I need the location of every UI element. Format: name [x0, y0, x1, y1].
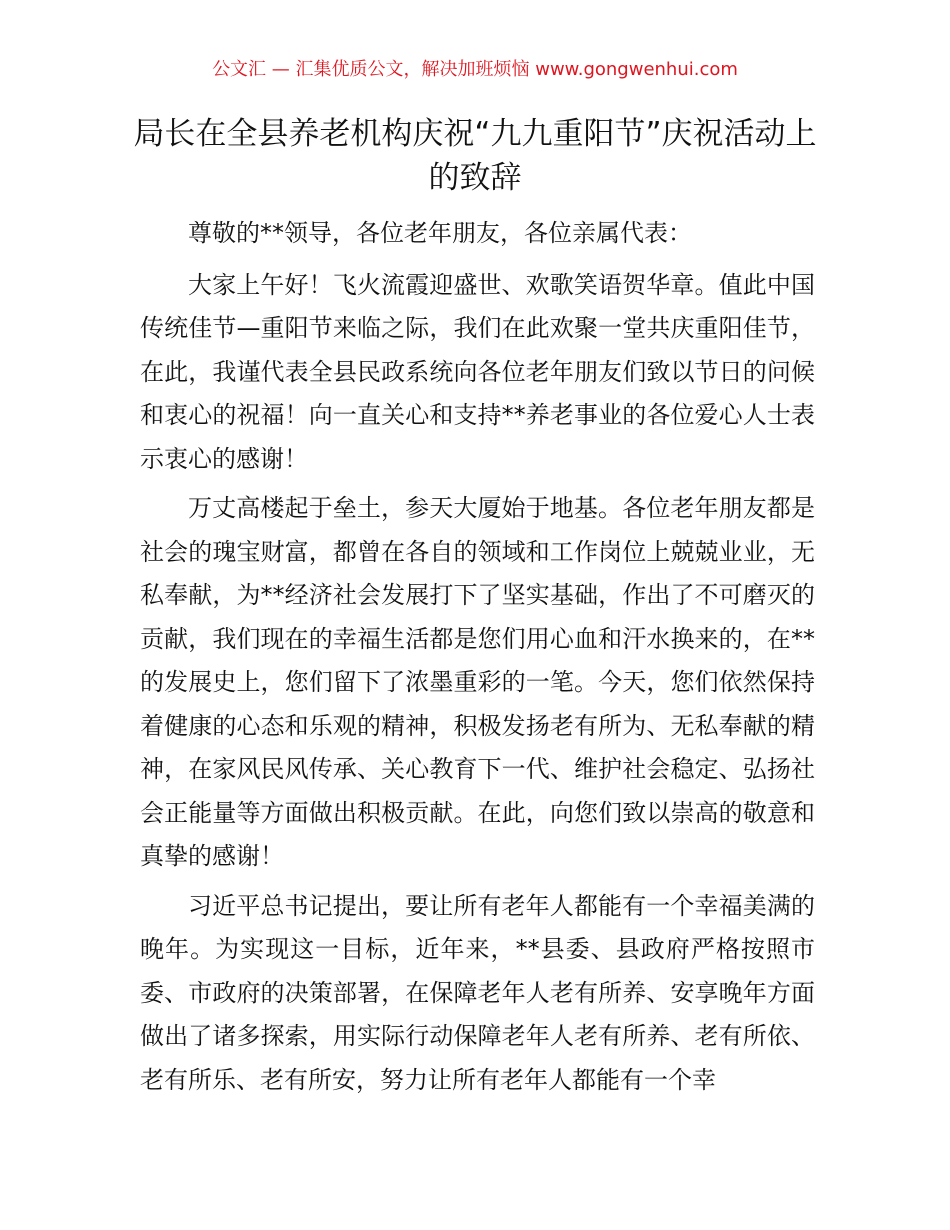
document-body [140, 212, 815, 1108]
document-title: 局长在全县养老机构庆祝“九九重阳节”庆祝活动上的致辞 [133, 116, 817, 196]
greeting-paragraph: 尊敬的**领导，各位老年朋友，各位亲属代表： [188, 219, 692, 247]
site-header-link[interactable]: 公文汇 — 汇集优质公文，解决加班烦恼 www.gongwenhui.com [212, 59, 738, 80]
body-paragraph: 习近平总书记提出，要让所有老年人都能有一个幸福美满的晚年。为实现这一目标，近年来，**县委、县政府严格按照市委、市政府的决策部署，在保障老年人老有所养、安享晚年方面做出了诸多探索，用实际行动保障老年人老有所养、老有所依、老有所乐、老有所安，努力让所有老年人都能有一个幸 [140, 891, 815, 1094]
body-paragraph: 大家上午好！飞火流霞迎盛世、欢歌笑语贺华章。值此中国传统佳节—重阳节来临之际，我们在此欢聚一堂共庆重阳佳节，在此，我谨代表全县民政系统向各位老年朋友们致以节日的问候和衷心的祝福！向一直关心和支持**养老事业的各位爱心人士表示衷心的感谢！ [140, 270, 815, 473]
body-paragraph: 万丈高楼起于垒土，参天大厦始于地基。各位老年朋友都是社会的瑰宝财富，都曾在各自的领域和工作岗位上兢兢业业，无私奉献，为**经济社会发展打下了坚实基础，作出了不可磨灭的贡献，我们现在的幸福生活都是您们用心血和汗水换来的，在**的发展史上，您们留下了浓墨重彩的一笔。今天，您们依然保持着健康的心态和乐观的精神，积极发扬老有所为、无私奉献的精神，在家风民风传承、关心教育下一代、维护社会稳定、弘扬社会正能量等方面做出积极贡献。在此，向您们致以崇高的敬意和真挚的感谢！ [140, 494, 815, 870]
